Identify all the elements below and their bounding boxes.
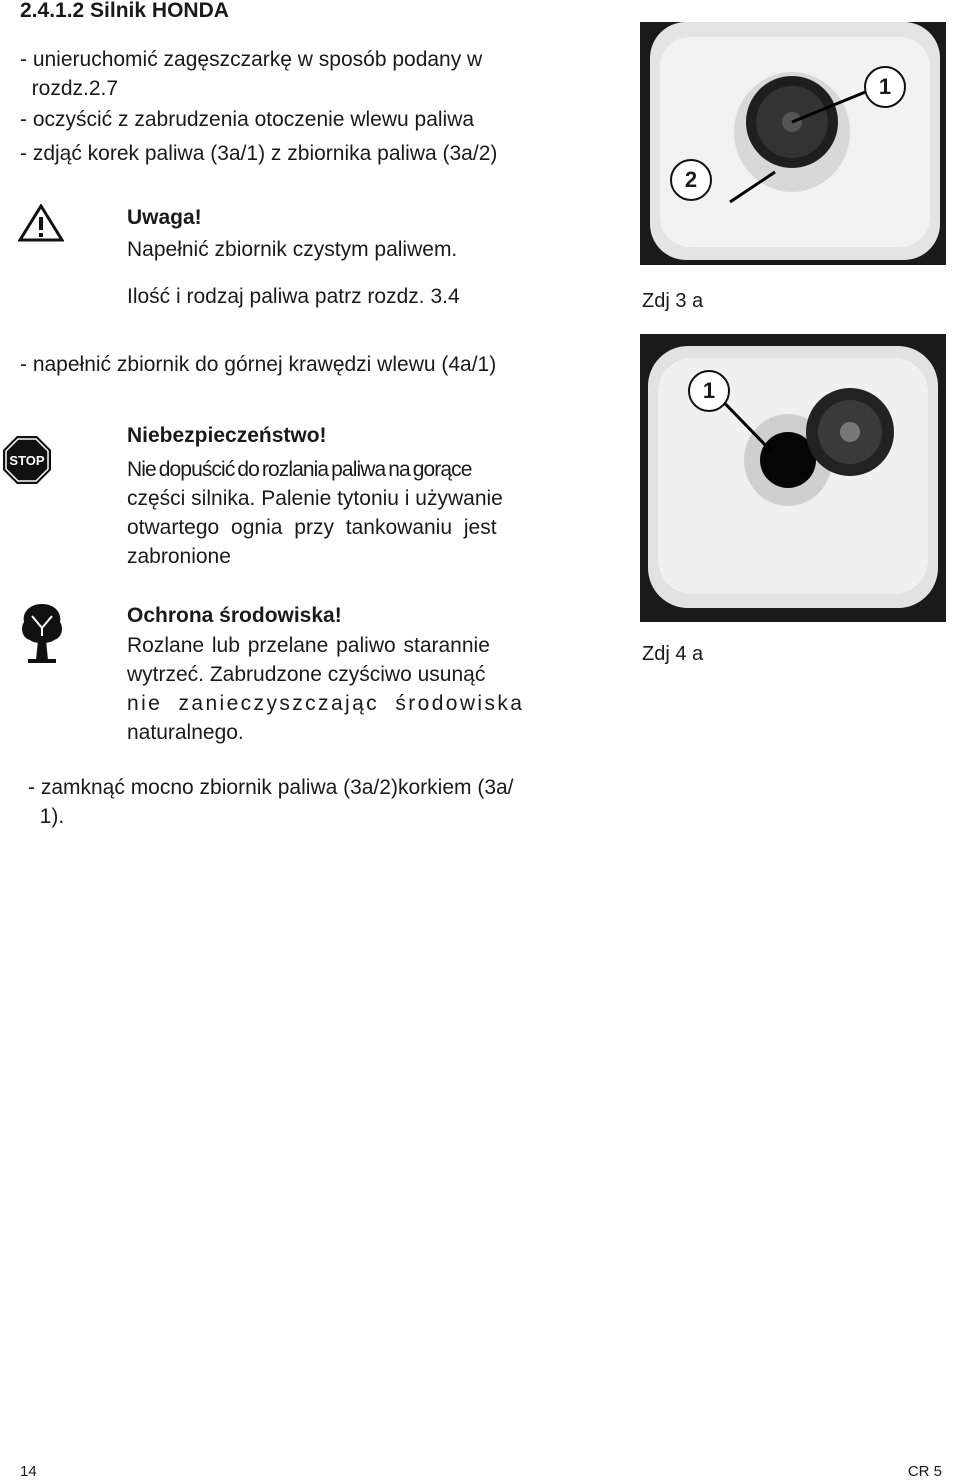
danger-line4: zabronione: [127, 545, 231, 568]
tree-icon: [18, 602, 66, 664]
step-clean: - oczyścić z zabrudzenia otoczenie wlewu paliwa: [20, 108, 475, 131]
environment-line2: wytrzeć. Zabrudzone czyściwo usunąć: [127, 663, 486, 686]
step-immobilize-cont: rozdz.2.7: [20, 77, 119, 100]
caption-photo-4a: Zdj 4 a: [642, 643, 704, 665]
footer-model: CR 5: [907, 1463, 942, 1480]
danger-line1: Nie dopuścić do rozlania paliwa na gorące: [127, 458, 472, 481]
environment-line3: nie zanieczyszczając środowiska: [127, 692, 525, 715]
warning-line2: Ilość i rodzaj paliwa patrz rozdz. 3.4: [127, 285, 460, 308]
fuel-tank-open-image: [640, 334, 946, 622]
step-close: - zamknąć mocno zbiornik paliwa (3a/2)korkiem (3a/: [28, 776, 514, 799]
warning-heading: Uwaga!: [127, 206, 202, 229]
callout-1-photo-3a: 1: [864, 66, 906, 108]
stop-sign-text: STOP: [9, 453, 45, 468]
environment-line4: naturalnego.: [127, 721, 244, 744]
photo-3a: [640, 22, 946, 265]
step-immobilize: - unieruchomić zagęszczarkę w sposób podany w: [20, 48, 483, 71]
stop-sign-icon: [2, 435, 52, 485]
page-number: 14: [20, 1463, 37, 1480]
callout-2-photo-3a: 2: [670, 159, 712, 201]
caption-photo-3a: Zdj 3 a: [642, 290, 704, 312]
danger-line2: części silnika. Palenie tytoniu i używanie: [127, 487, 503, 510]
warning-line1: Napełnić zbiornik czystym paliwem.: [127, 238, 458, 261]
environment-heading: Ochrona środowiska!: [127, 604, 342, 627]
environment-line1: Rozlane lub przelane paliwo starannie: [127, 634, 490, 657]
section-title: 2.4.1.2 Silnik HONDA: [20, 0, 229, 22]
danger-heading: Niebezpieczeństwo!: [127, 424, 327, 447]
warning-triangle-icon: [18, 204, 64, 242]
callout-1-photo-4a: 1: [688, 370, 730, 412]
photo-4a: [640, 334, 946, 622]
fuel-tank-closed-image: [640, 22, 946, 265]
step-fill: - napełnić zbiornik do górnej krawędzi wlewu (4a/1): [20, 353, 497, 376]
step-close-cont: 1).: [28, 805, 65, 828]
danger-line3: otwartego ognia przy tankowaniu jest: [127, 516, 497, 539]
step-remove-cap: - zdjąć korek paliwa (3a/1) z zbiornika paliwa (3a/2): [20, 142, 498, 165]
